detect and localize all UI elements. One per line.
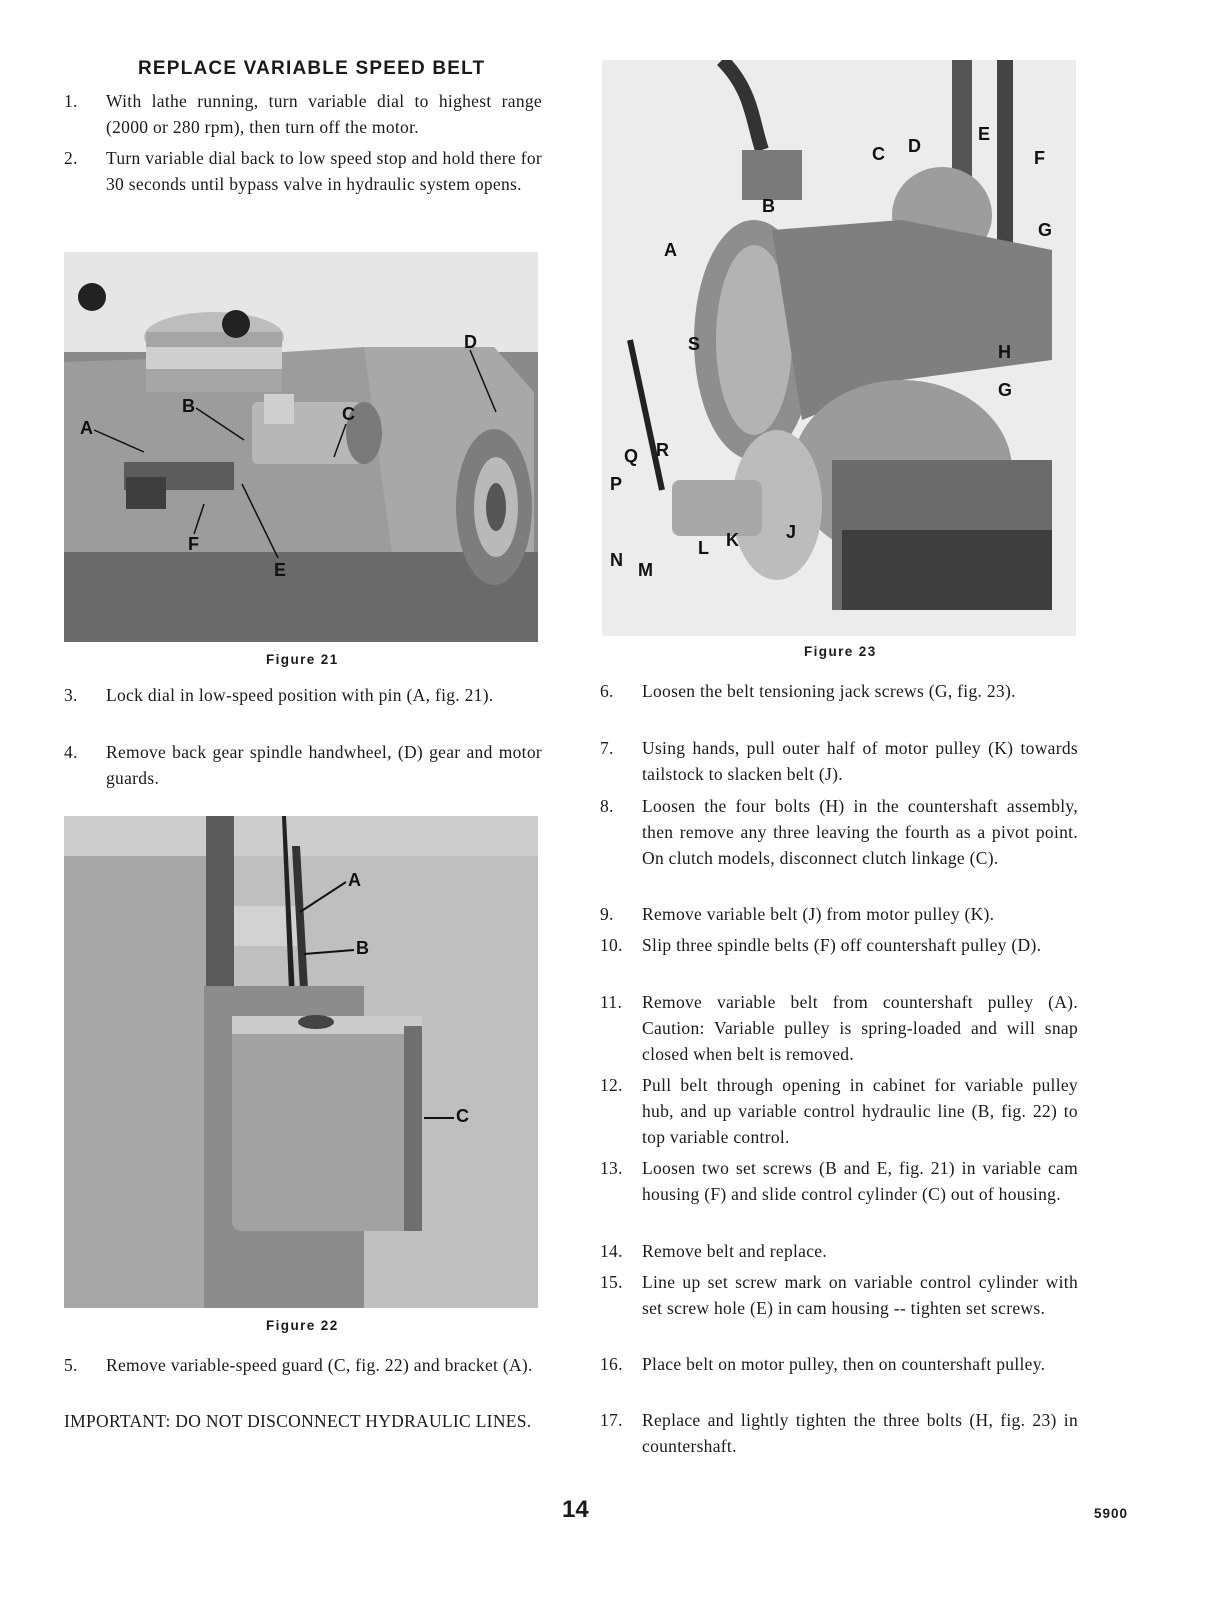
step-number: 13. [600, 1158, 623, 1178]
step-14 [600, 1238, 1078, 1264]
step-number: 11. [600, 992, 623, 1012]
fig21-label-b: B [182, 396, 195, 416]
step-number: 17. [600, 1410, 623, 1430]
fig22-label-c: C [456, 1106, 469, 1126]
fig23-label-d: D [908, 136, 921, 156]
figure-23-caption: Figure 23 [804, 644, 877, 659]
step-number: 2. [64, 148, 78, 168]
fig23-label-k: K [726, 530, 739, 550]
step-15 [600, 1269, 1078, 1321]
fig23-label-p: P [610, 474, 623, 494]
step-4 [64, 739, 542, 791]
step-text: Using hands, pull outer half of motor pulley (K) towards tailstock to slacken belt (J). [642, 738, 1078, 784]
fig23-label-a: A [664, 240, 677, 260]
step-number: 12. [600, 1075, 623, 1095]
step-text: With lathe running, turn variable dial to highest range (2000 or 280 rpm), then turn off the motor. [106, 91, 542, 137]
fig23-label-n: N [610, 550, 623, 570]
step-number: 16. [600, 1354, 623, 1374]
step-text: Remove belt and replace. [642, 1241, 828, 1261]
fig23-label-l: L [698, 538, 709, 558]
step-3 [64, 682, 542, 708]
step-text: Remove variable belt (J) from motor pulley (K). [642, 904, 995, 924]
figure-23-photo [602, 60, 1076, 636]
important-note: IMPORTANT: DO NOT DISCONNECT HYDRAULIC LINES. [64, 1411, 532, 1431]
figure-22-caption: Figure 22 [266, 1318, 339, 1333]
step-number: 1. [64, 91, 78, 111]
fig23-label-s: S [688, 334, 701, 354]
step-7 [600, 735, 1078, 787]
fig21-label-e: E [274, 560, 287, 580]
fig23-label-e: E [978, 124, 991, 144]
fig23-label-f: F [1034, 148, 1045, 168]
fig23-label-h: H [998, 342, 1011, 362]
step-number: 14. [600, 1241, 623, 1261]
step-2 [64, 145, 542, 197]
step-number: 5. [64, 1355, 78, 1375]
step-number: 9. [600, 904, 614, 924]
section-heading: REPLACE VARIABLE SPEED BELT [138, 58, 486, 79]
fig21-label-f: F [188, 534, 199, 554]
step-text: Remove variable-speed guard (C, fig. 22) and bracket (A). [106, 1355, 533, 1375]
fig21-label-a: A [80, 418, 93, 438]
step-text: Lock dial in low-speed position with pin (A, fig. 21). [106, 685, 494, 705]
step-number: 7. [600, 738, 614, 758]
step-text: Pull belt through opening in cabinet for variable pulley hub, and up variable control hydraulic line (B, fig. 22) to top variable control. [642, 1075, 1078, 1147]
step-10 [600, 932, 1078, 958]
step-number: 10. [600, 935, 623, 955]
figure-21-photo [64, 252, 538, 642]
fig22-label-a: A [348, 870, 361, 890]
step-9 [600, 901, 1078, 927]
step-1 [64, 88, 542, 140]
step-text: Loosen the four bolts (H) in the countershaft assembly, then remove any three leaving the fourth as a pivot point. On clutch models, disconnect clutch linkage (C). [642, 796, 1078, 868]
step-text: Replace and lightly tighten the three bolts (H, fig. 23) in countershaft. [642, 1410, 1078, 1456]
step-17 [600, 1407, 1078, 1459]
document-number: 5900 [1094, 1506, 1129, 1521]
step-text: Remove back gear spindle handwheel, (D) gear and motor guards. [106, 742, 542, 788]
step-number: 6. [600, 681, 614, 701]
figure-22-photo [64, 816, 538, 1308]
fig22-label-b: B [356, 938, 369, 958]
step-8 [600, 793, 1078, 871]
step-text: Slip three spindle belts (F) off countershaft pulley (D). [642, 935, 1042, 955]
step-16 [600, 1351, 1078, 1377]
fig23-label-r: R [656, 440, 669, 460]
step-13 [600, 1155, 1078, 1207]
step-text: Loosen the belt tensioning jack screws (G, fig. 23). [642, 681, 1016, 701]
step-number: 8. [600, 796, 614, 816]
step-number: 4. [64, 742, 78, 762]
step-text: Loosen two set screws (B and E, fig. 21) in variable cam housing (F) and slide control cylinder (C) out of housing. [642, 1158, 1078, 1204]
figure-21-caption: Figure 21 [266, 652, 339, 667]
fig23-label-q: Q [624, 446, 639, 466]
step-12 [600, 1072, 1078, 1150]
fig23-label-g-top: G [1038, 220, 1053, 240]
page-number: 14 [562, 1496, 589, 1523]
fig21-label-c: C [342, 404, 355, 424]
step-text: Line up set screw mark on variable control cylinder with set screw hole (E) in cam housing -- tighten set screws. [642, 1272, 1078, 1318]
fig23-label-g-bottom: G [998, 380, 1013, 400]
step-text: Remove variable belt from countershaft pulley (A). Caution: Variable pulley is spring-loaded and will snap closed when belt is removed. [642, 992, 1078, 1064]
step-number: 15. [600, 1272, 623, 1292]
step-11 [600, 989, 1078, 1067]
step-text: Turn variable dial back to low speed stop and hold there for 30 seconds until bypass valve in hydraulic system opens. [106, 148, 542, 194]
step-text: Place belt on motor pulley, then on countershaft pulley. [642, 1354, 1046, 1374]
step-number: 3. [64, 685, 78, 705]
step-6 [600, 678, 1078, 704]
fig21-label-d: D [464, 332, 477, 352]
step-5 [64, 1352, 542, 1378]
fig23-label-j: J [786, 522, 797, 542]
fig23-label-b: B [762, 196, 775, 216]
fig23-label-c: C [872, 144, 885, 164]
fig23-label-m: M [638, 560, 653, 580]
